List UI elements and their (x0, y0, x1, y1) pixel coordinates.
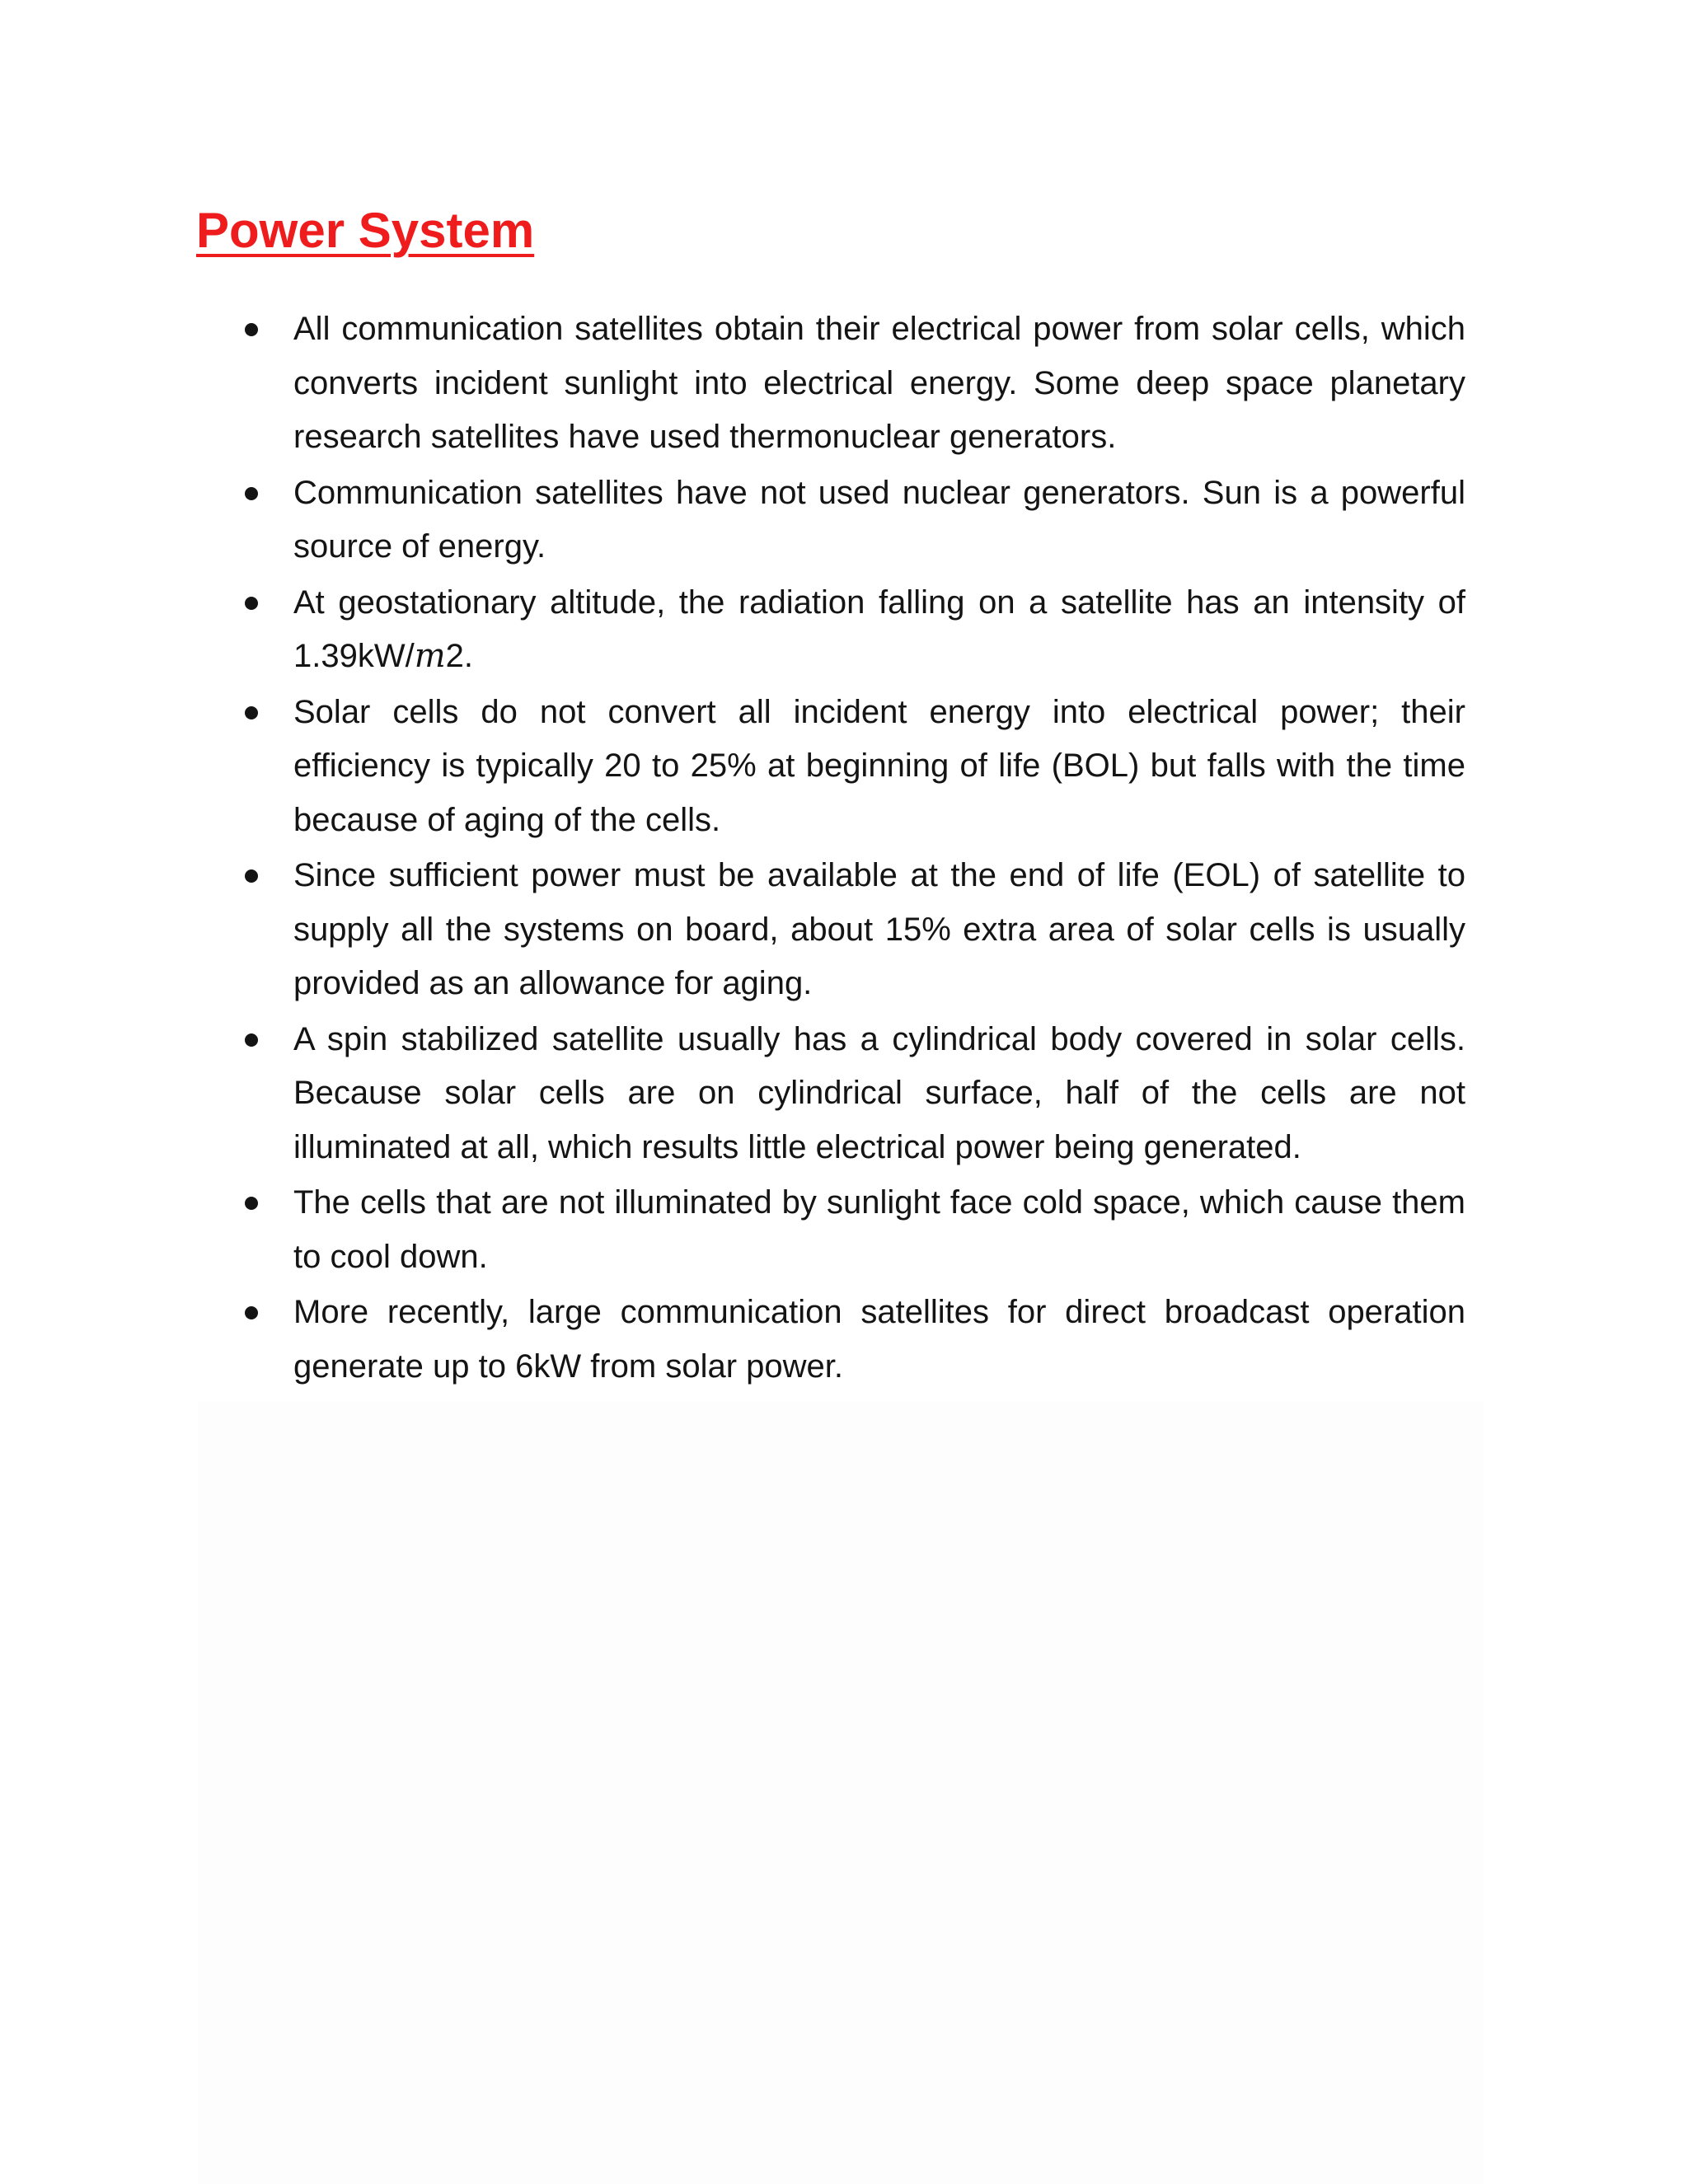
list-item (293, 849, 1465, 1011)
list-item (293, 576, 1465, 684)
list-item (293, 466, 1465, 574)
page-title: Power System (196, 203, 535, 258)
math-variable: m (414, 637, 446, 675)
list-item-text: A spin stabilized satellite usually has a cylindrical body covered in solar cells. Because solar cells are on cylindrical surface, half of the cells are not illuminated at all, which results little electrical power being generated. (293, 1020, 1465, 1165)
page-background-tint (198, 1401, 1484, 2184)
list-item (293, 1013, 1465, 1175)
list-item-text: Solar cells do not convert all incident energy into electrical power; their efficiency is typically 20 to 25% at beginning of life (BOL) but falls with the time because of aging of the cells. (293, 693, 1465, 838)
list-item (293, 1286, 1465, 1394)
list-item-text-suffix: 2. (445, 638, 474, 674)
list-item-text: At geostationary altitude, the radiation falling on a satellite has an intensity of 1.39kW/ (293, 583, 1465, 674)
list-item-text: The cells that are not illuminated by sunlight face cold space, which cause them to cool down. (293, 1184, 1465, 1275)
list-item-text: All communication satellites obtain their electrical power from solar cells, which converts incident sunlight into electrical energy. Some deep space planetary research satellites have used thermonuclear generators. (293, 311, 1465, 455)
bullet-icon (245, 1033, 258, 1047)
bullet-icon (245, 1306, 258, 1319)
list-item-text: More recently, large communication satellites for direct broadcast operation generate up to 6kW from solar power. (293, 1294, 1465, 1385)
bullet-icon (245, 487, 258, 500)
list-item (293, 302, 1465, 465)
list-item (293, 686, 1465, 848)
bullet-icon (245, 1197, 258, 1210)
list-item-text: Since sufficient power must be available at the end of life (EOL) of satellite to supply all the systems on board, about 15% extra area of solar cells is usually provided as an allowance for aging. (293, 857, 1465, 1001)
bullet-icon (245, 323, 258, 336)
bullet-list (293, 302, 1465, 1395)
bullet-icon (245, 597, 258, 610)
bullet-icon (245, 706, 258, 719)
bullet-icon (245, 869, 258, 883)
list-item-text: Communication satellites have not used nuclear generators. Sun is a powerful source of energy. (293, 474, 1465, 565)
list-item (293, 1176, 1465, 1284)
